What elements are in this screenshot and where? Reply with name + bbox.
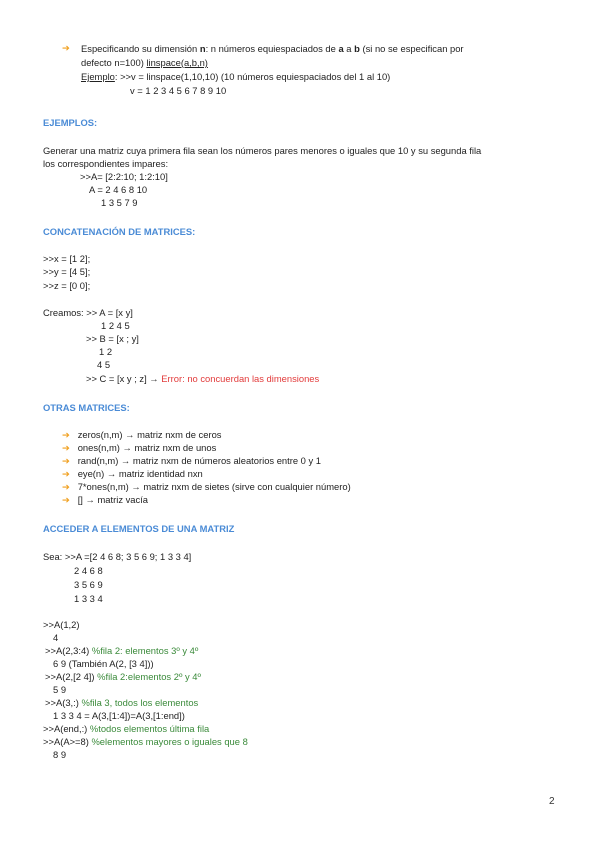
item-zeros: zeros(n,m) → matriz nxm de ceros: [77, 429, 222, 440]
a234-res: 6 9 (También A(2, [3 4])): [53, 658, 154, 669]
concat-a-res: 1 2 4 5: [101, 320, 130, 331]
a224-cmd: >>A(2,[2 4]): [45, 671, 98, 682]
ejemplos-res-2: 1 3 5 7 9: [101, 197, 138, 208]
matrix-row-2: 3 5 6 9: [74, 579, 103, 590]
acceder-sea: Sea: >>A =[2 4 6 8; 3 5 6 9; 1 3 3 4]: [43, 551, 192, 562]
linspace-n: n: [199, 43, 206, 54]
aend-cmd: >>A(end,:): [43, 723, 90, 734]
heading-otras-matrices: OTRAS MATRICES:: [43, 402, 130, 413]
bullet-arrow-icon: ➔: [62, 442, 70, 453]
heading-ejemplos: EJEMPLOS:: [43, 117, 98, 128]
concat-b-cmd: >> B = [x ; y]: [86, 333, 139, 344]
linspace-b: b: [354, 43, 360, 54]
concat-c-cmd: >> C = [x y ; z] →: [86, 373, 159, 384]
a3-line: [45, 698, 198, 707]
bullet-arrow-icon: ➔: [62, 468, 70, 479]
concat-z: >>z = [0 0];: [43, 280, 91, 291]
concat-a-cmd: Creamos: >> A = [x y]: [43, 307, 133, 318]
ejemplos-line-1: Generar una matriz cuya primera fila sean los números pares menores o iguales que 10 y su segunda fila: [43, 145, 482, 156]
concat-b-res-1: 1 2: [99, 346, 113, 357]
aend-comment: %todos elementos última fila: [89, 723, 210, 734]
item-vacia: [] → matriz vacía: [77, 494, 149, 505]
concat-c-error: Error: no concuerdan las dimensiones: [161, 373, 320, 384]
example-text: : >>v = linspace(1,10,10) (10 números equiespaciados del 1 al 10): [114, 71, 391, 82]
bullet-arrow-icon: ➔: [62, 429, 70, 440]
heading-acceder: ACCEDER A ELEMENTOS DE UNA MATRIZ: [43, 523, 235, 534]
linspace-mid: : n números equiespaciados de: [205, 43, 339, 54]
concat-c-line: [86, 374, 319, 383]
bullet-arrow-icon: ➔: [62, 455, 70, 466]
linspace-line-2: [81, 58, 208, 67]
matrix-row-3: 1 3 3 4: [74, 593, 103, 604]
matrix-row-1: 2 4 6 8: [74, 565, 103, 576]
a224-comment: %fila 2:elementos 2º y 4º: [97, 671, 201, 682]
ejemplos-cmd: >>A= [2:2:10; 1:2:10]: [80, 171, 168, 182]
linspace-func: linspace(a,b,n): [146, 57, 208, 68]
linspace-pre: Especificando su dimensión: [81, 43, 200, 54]
linspace-example-result: v = 1 2 3 4 5 6 7 8 9 10: [130, 85, 227, 96]
ag8-res: 8 9: [53, 749, 67, 760]
a234-line: [45, 646, 198, 655]
bullet-arrow-icon: ➔: [62, 494, 70, 505]
ejemplos-res-1: A = 2 4 6 8 10: [89, 184, 148, 195]
aend-line: [43, 724, 209, 733]
heading-concatenacion: CONCATENACIÓN DE MATRICES:: [43, 226, 196, 237]
item-rand: rand(n,m) → matriz nxm de números aleatorios entre 0 y 1: [77, 455, 322, 466]
concat-y: >>y = [4 5];: [43, 266, 91, 277]
linspace-example: [81, 72, 390, 81]
example-label: Ejemplo: [81, 71, 115, 82]
item-sietes: 7*ones(n,m) → matriz nxm de sietes (sirve con cualquier número): [77, 481, 351, 492]
concat-x: >>x = [1 2];: [43, 253, 91, 264]
linspace-line-1: [81, 44, 464, 53]
linspace-a: a: [338, 43, 344, 54]
ag8-cmd: >>A(A>=8): [43, 736, 92, 747]
bullet-arrow-icon: ➔: [62, 481, 70, 492]
a3-comment: %fila 3, todos los elementos: [81, 697, 199, 708]
ejemplos-line-2: los correspondientes impares:: [43, 158, 169, 169]
a224-res: 5 9: [53, 684, 67, 695]
page-number: 2: [549, 796, 555, 807]
a3-cmd: >>A(3,:): [45, 697, 82, 708]
ag8-comment: %elementos mayores o iguales que 8: [91, 736, 248, 747]
linspace-line2-pre: defecto n=100): [81, 57, 147, 68]
item-eye: eye(n) → matriz identidad nxn: [77, 468, 203, 479]
bullet-arrow-icon: ➔: [62, 42, 70, 53]
list-item: [62, 495, 351, 508]
a234-cmd: >>A(2,3:4): [45, 645, 92, 656]
item-ones: ones(n,m) → matriz nxm de unos: [77, 442, 217, 453]
a234-comment: %fila 2: elementos 3º y 4º: [91, 645, 199, 656]
otras-list: [62, 430, 351, 508]
linspace-post: (si no se especifican por: [359, 43, 464, 54]
ag8-line: [43, 737, 248, 746]
a12-cmd: >>A(1,2): [43, 619, 80, 630]
linspace-a-to: a: [343, 43, 355, 54]
a224-line: [45, 672, 201, 681]
a3-res: 1 3 3 4 = A(3,[1:4])=A(3,[1:end]): [53, 710, 185, 721]
concat-b-res-2: 4 5: [97, 359, 111, 370]
a12-res: 4: [53, 632, 59, 643]
